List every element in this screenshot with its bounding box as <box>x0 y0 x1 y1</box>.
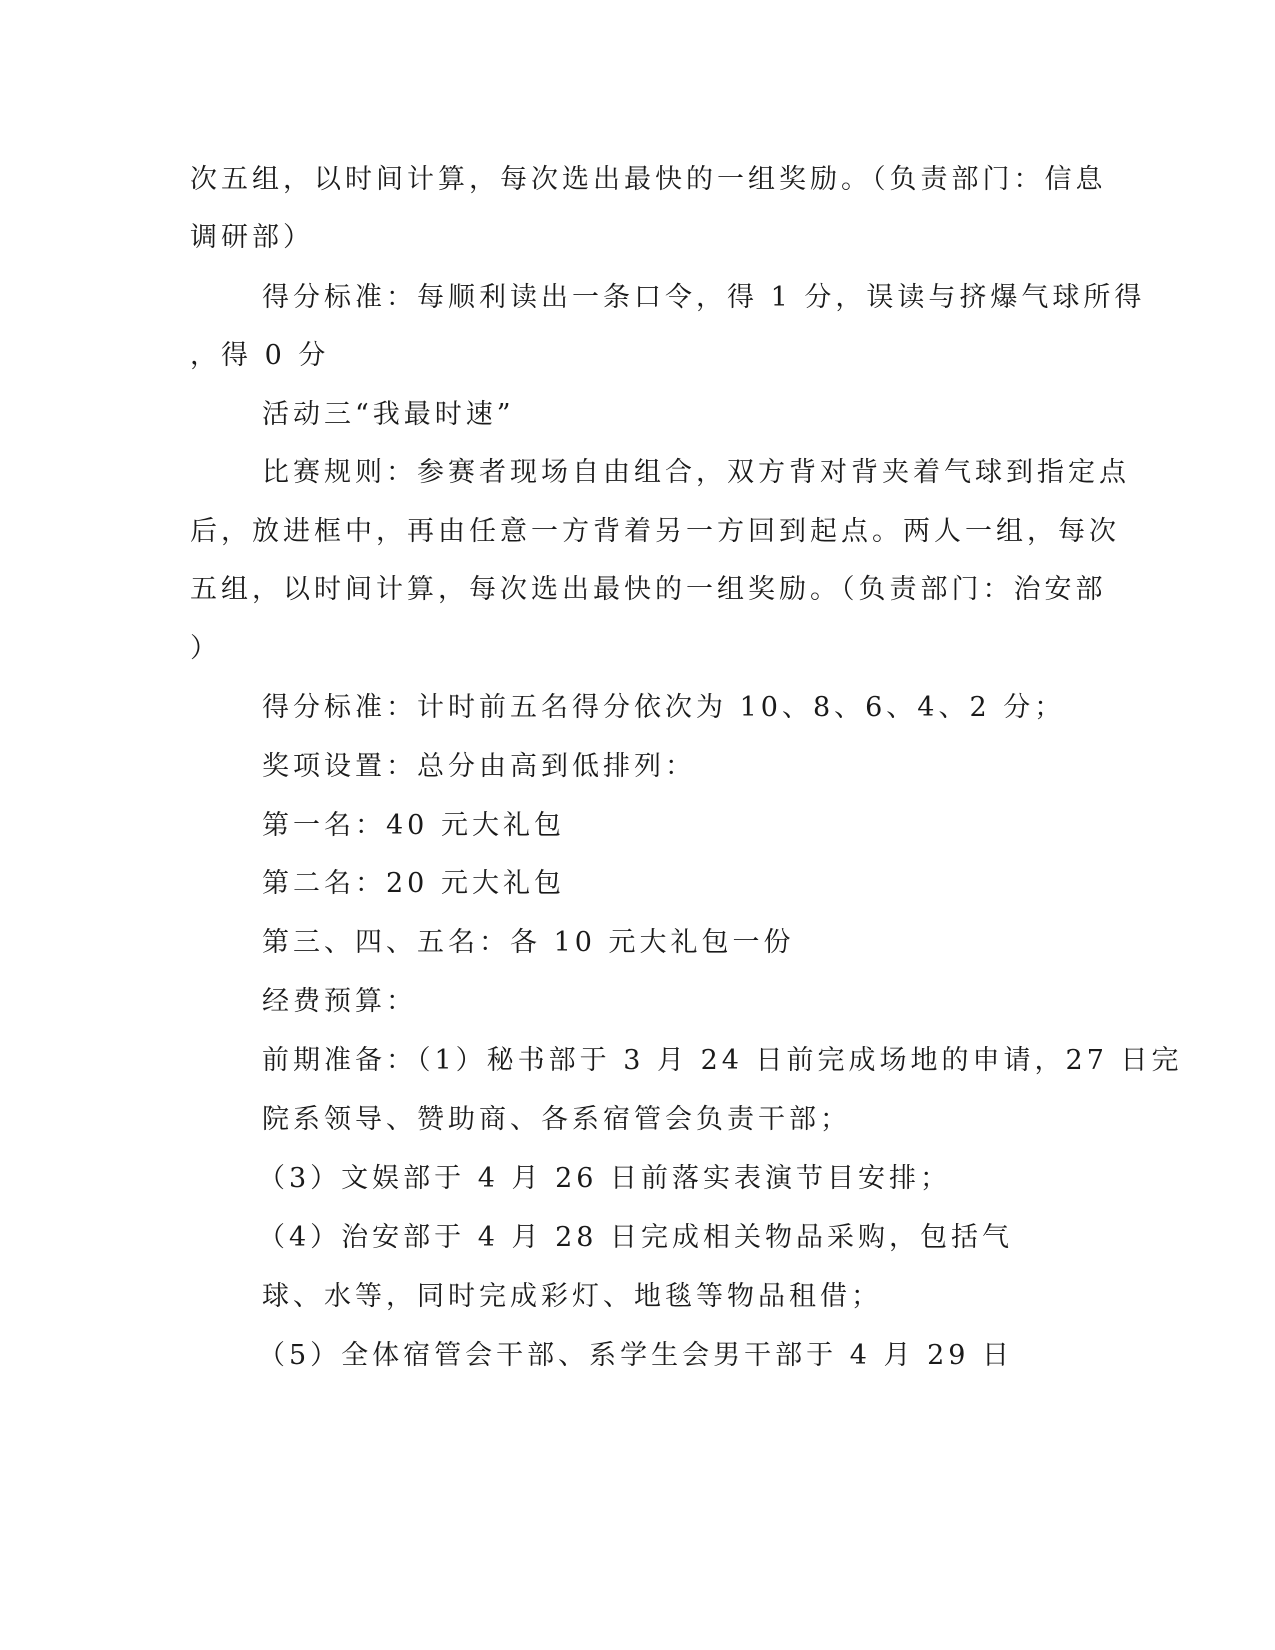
paragraph-line: 调研部） <box>190 222 314 253</box>
list-item: （5）全体宿管会干部、系学生会男干部于 4 月 29 日 <box>258 1340 1014 1371</box>
paragraph-line: 比赛规则：参赛者现场自由组合，双方背对背夹着气球到指定点 <box>262 457 1130 488</box>
paragraph-line: 球、水等，同时完成彩灯、地毯等物品租借； <box>262 1281 882 1312</box>
prize-line: 第一名：40 元大礼包 <box>262 810 565 841</box>
paragraph-line: 后，放进框中，再由任意一方背着另一方回到起点。两人一组，每次 <box>190 516 1120 547</box>
activity-heading: 活动三“我最时速” <box>262 399 515 430</box>
budget-heading: 经费预算： <box>262 986 417 1017</box>
paragraph-line: 得分标准：计时前五名得分依次为 10、8、6、4、2 分； <box>262 692 1066 723</box>
paragraph-line: 前期准备：（1）秘书部于 3 月 24 日前完成场地的申请，27 日完 <box>262 1045 1183 1076</box>
prize-line: 第三、四、五名：各 10 元大礼包一份 <box>262 927 795 958</box>
paragraph-line: 次五组，以时间计算，每次选出最快的一组奖励。（负责部门：信息 <box>190 164 1107 195</box>
paragraph-line: 五组，以时间计算，每次选出最快的一组奖励。（负责部门：治安部 <box>190 574 1107 605</box>
list-item: （3）文娱部于 4 月 26 日前落实表演节目安排； <box>258 1163 952 1194</box>
prize-line: 第二名：20 元大礼包 <box>262 868 565 899</box>
paragraph-line: 院系领导、赞助商、各系宿管会负责干部； <box>262 1104 851 1135</box>
paragraph-line: ，得 0 分 <box>190 340 330 371</box>
paragraph-line: 得分标准：每顺利读出一条口令，得 1 分，误读与挤爆气球所得 <box>262 282 1146 313</box>
paragraph-line: ） <box>190 633 221 664</box>
list-item: （4）治安部于 4 月 28 日完成相关物品采购，包括气 <box>258 1222 1014 1253</box>
paragraph-line: 奖项设置：总分由高到低排列： <box>262 751 696 782</box>
